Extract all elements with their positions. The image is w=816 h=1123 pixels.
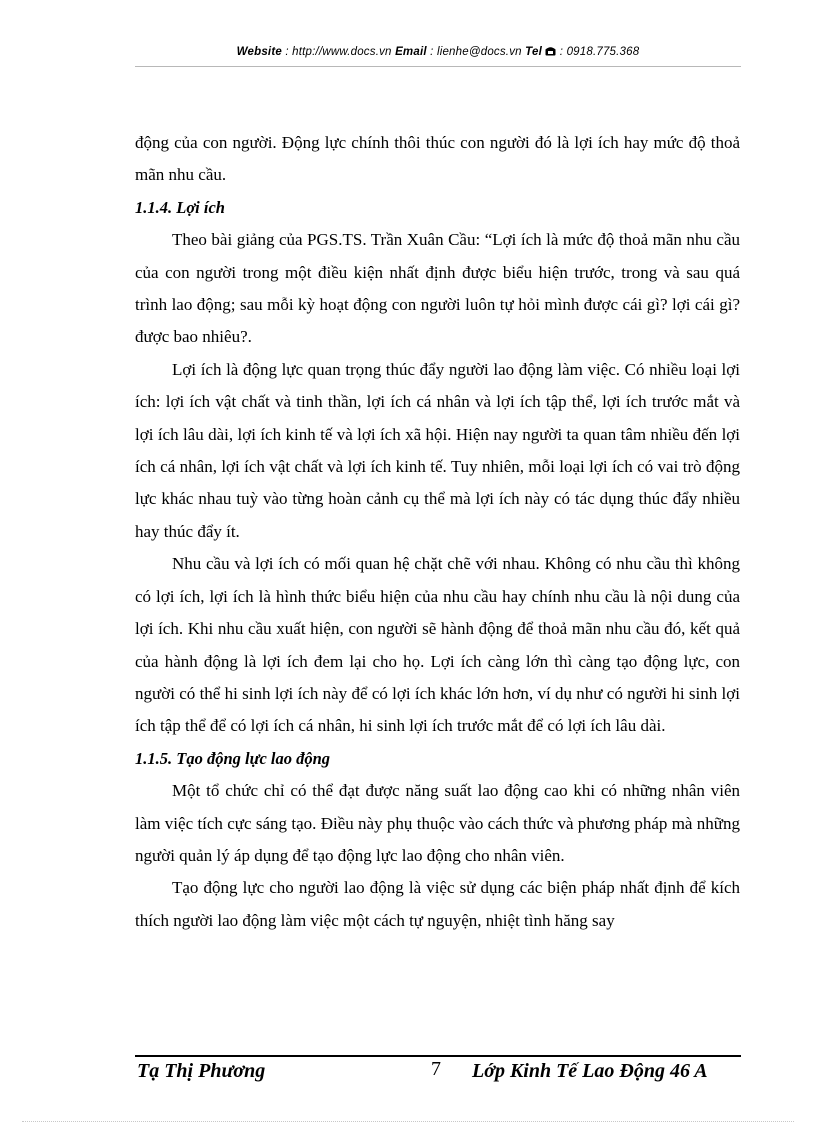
phone-icon xyxy=(545,46,556,56)
paragraph: động của con người. Động lực chính thôi thúc con người đó là lợi ích hay mức độ thoả mãn nhu cầu. xyxy=(135,133,740,185)
page-footer xyxy=(135,1059,741,1083)
footer-author: Tạ Thị Phương xyxy=(137,1060,266,1082)
footer-divider xyxy=(135,1055,741,1057)
page-bottom-border xyxy=(22,1121,794,1122)
page-header: Website : http://www.docs.vn Email : lienhe@docs.vn Tel : 0918.775.368 xyxy=(236,46,640,58)
document-body xyxy=(135,127,740,937)
paragraph: Lợi ích là động lực quan trọng thúc đẩy người lao động làm việc. Có nhiều loại lợi ích: lợi ích vật chất và tinh thần, lợi ích cá nhân và lợi ích tập thể, lợi ích trước mắt và lợi ích lâu dài, lợi ích kinh tế và lợi ích xã hội. Hiện nay người ta quan tâm nhiều đến lợi ích cá nhân, lợi ích vật chất và lợi ích kinh tế. Tuy nhiên, mỗi loại lợi ích có vai trò động lực khác nhau tuỳ vào từng hoàn cảnh cụ thể mà lợi ích này có tác dụng thúc đẩy nhiều hay thúc đẩy ít. xyxy=(135,359,740,541)
email-link[interactable]: lienhe@docs.vn xyxy=(436,46,522,58)
tel-value: 0918.775.368 xyxy=(566,46,640,58)
paragraph: Nhu cầu và lợi ích có mối quan hệ chặt chẽ với nhau. Không có nhu cầu thì không có lợi ích, lợi ích là hình thức biểu hiện của nhu cầu hay chính nhu cầu là nội dung của lợi ích. Khi nhu cầu xuất hiện, con người sẽ hành động để thoả mãn nhu cầu đó, kết quả của hành động là lợi ích đem lại cho họ. Lợi ích càng lớn thì càng tạo động lực, con người có thể hi sinh lợi ích này để có lợi ích khác lớn hơn, ví dụ như có người hi sinh lợi ích tập thể để có lợi ích cá nhân, hi sinh lợi ích trước mắt để có lợi ích lâu dài. xyxy=(135,554,740,736)
paragraph: Tạo động lực cho người lao động là việc sử dụng các biện pháp nhất định để kích thích người lao động làm việc một cách tự nguyện, nhiệt tình hăng say xyxy=(135,878,740,930)
email-label: Email xyxy=(395,46,427,58)
paragraph: Theo bài giảng của PGS.TS. Trần Xuân Cầu: “Lợi ích là mức độ thoả mãn nhu cầu của con người trong một điều kiện nhất định được biểu hiện trước, trong và sau quá trình lao động; sau mỗi kỳ hoạt động con người luôn tự hỏi mình được cái gì? lợi cái gì? được bao nhiêu?. xyxy=(135,230,740,347)
paragraph: Một tổ chức chỉ có thể đạt được năng suất lao động cao khi có những nhân viên làm việc tích cực sáng tạo. Điều này phụ thuộc vào cách thức và phương pháp mà những người quản lý áp dụng để tạo động lực lao động cho nhân viên. xyxy=(135,781,740,865)
tel-label: Tel xyxy=(525,46,542,58)
section-heading-1-1-5: 1.1.5. Tạo động lực lao động xyxy=(135,748,331,768)
footer-class-name: Lớp Kinh Tế Lao Động 46 A xyxy=(472,1060,708,1082)
page-number: 7 xyxy=(431,1059,441,1080)
header-divider xyxy=(135,66,741,67)
website-link[interactable]: http://www.docs.vn xyxy=(292,46,392,58)
section-heading-1-1-4: 1.1.4. Lợi ích xyxy=(135,197,225,217)
website-label: Website xyxy=(236,46,282,58)
